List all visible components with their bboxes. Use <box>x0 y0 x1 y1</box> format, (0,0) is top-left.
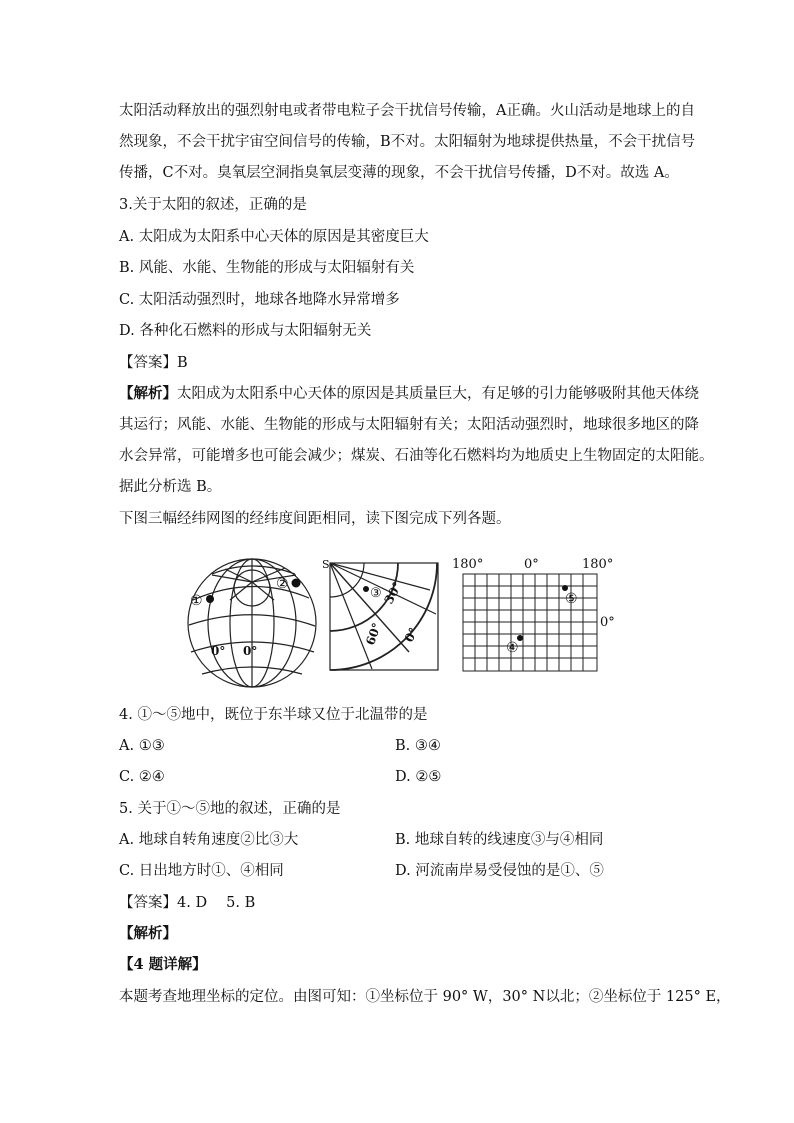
globe-label-zero-b: 0° <box>243 644 258 658</box>
detail-4-heading: 【4 题详解】 <box>119 956 207 973</box>
point-2-dot <box>292 579 301 588</box>
q5-option-d: D. 河流南岸易受侵蚀的是①、⑤ <box>395 863 604 879</box>
quadrant-label-30: 30° <box>381 579 405 607</box>
quadrant-label-0: 0° <box>401 625 421 645</box>
quadrant-label-60: 60° <box>363 620 385 648</box>
globe-map <box>188 559 316 687</box>
q3-analysis-line-4: 据此分析选 B。 <box>119 479 222 495</box>
q3-analysis-line-1 <box>119 384 699 404</box>
grid-label-0-top: 0° <box>524 557 539 572</box>
para1-line-3: 传播，C不对。臭氧层空洞指臭氧层变薄的现象，不会干扰信号传播，D不对。故选 A。 <box>119 165 679 181</box>
grid-label-180-left: 180° <box>452 557 484 572</box>
q3-option-a: A. 太阳成为太阳系中心天体的原因是其密度巨大 <box>119 229 429 245</box>
grid-label-5: ⑤ <box>565 591 578 607</box>
grid-label-4: ④ <box>506 640 519 656</box>
globe-label-1: ① <box>190 593 203 609</box>
q4-option-b: B. ③④ <box>395 738 441 754</box>
para1-line-2: 然现象，不会干扰宇宙空间信号的传输，B不对。太阳辐射为地球提供热量，不会干扰信号 <box>119 134 696 150</box>
q4-option-d: D. ②⑤ <box>395 769 442 785</box>
analysis-4-5-label: 【解析】 <box>119 925 177 942</box>
q3-analysis-text-1: 太阳成为太阳系中心天体的原因是其质量巨大，有足够的引力能够吸附其他天体绕 <box>177 386 699 402</box>
q4-option-c: C. ②④ <box>119 769 165 785</box>
q4-option-a: A. ①③ <box>119 738 165 754</box>
q5-option-c: C. 日出地方时①、④相同 <box>119 863 284 879</box>
q3-option-d: D. 各种化石燃料的形成与太阳辐射无关 <box>119 323 372 339</box>
globe-label-zero-a: 0° <box>211 644 226 658</box>
grid-label-0-right: 0° <box>600 615 615 630</box>
q5-option-b: B. 地球自转的线速度③与④相同 <box>395 832 604 848</box>
grid-map <box>463 574 597 671</box>
q3-analysis-line-3: 水会异常，可能增多也可能会减少；煤炭、石油等化石燃料均为地质史上生物固定的太阳能。 <box>119 448 714 464</box>
detail-4-text: 本题考查地理坐标的定位。由图可知：①坐标位于 90° W，30° N以北；②坐标位于 125° E， <box>119 989 731 1005</box>
q3-answer: 【答案】B <box>119 355 188 371</box>
para1-line-1: 太阳活动释放出的强烈射电或者带电粒子会干扰信号传输，A正确。火山活动是地球上的自 <box>119 103 695 119</box>
q3-analysis-line-2: 其运行；风能、水能、生物能的形成与太阳辐射有关；太阳活动强烈时，地球很多地区的降 <box>119 417 699 433</box>
q4-stem: 4. ①～⑤地中，既位于东半球又位于北温带的是 <box>119 707 428 723</box>
answers-4-5: 【答案】4. D 5. B <box>119 895 256 911</box>
grid-label-180-right: 180° <box>582 557 614 572</box>
q3-stem: 3.关于太阳的叙述，正确的是 <box>119 197 307 213</box>
quadrant-label-s: S <box>322 558 330 571</box>
lat-long-figure <box>180 553 620 693</box>
q3-option-b: B. 风能、水能、生物能的形成与太阳辐射有关 <box>119 260 415 276</box>
q3-analysis-label: 【解析】 <box>119 385 177 402</box>
figure-intro: 下图三幅经纬网图的经纬度间距相同，读下图完成下列各题。 <box>119 511 511 527</box>
q3-option-c: C. 太阳活动强烈时，地球各地降水异常增多 <box>119 292 400 308</box>
quadrant-map <box>330 563 438 670</box>
point-3-dot <box>363 586 369 592</box>
globe-label-2: ② <box>276 576 289 592</box>
point-1-dot <box>206 595 214 603</box>
quadrant-label-3: ③ <box>370 586 382 601</box>
q5-option-a: A. 地球自转角速度②比③大 <box>119 832 299 848</box>
q5-stem: 5. 关于①～⑤地的叙述，正确的是 <box>119 801 341 817</box>
